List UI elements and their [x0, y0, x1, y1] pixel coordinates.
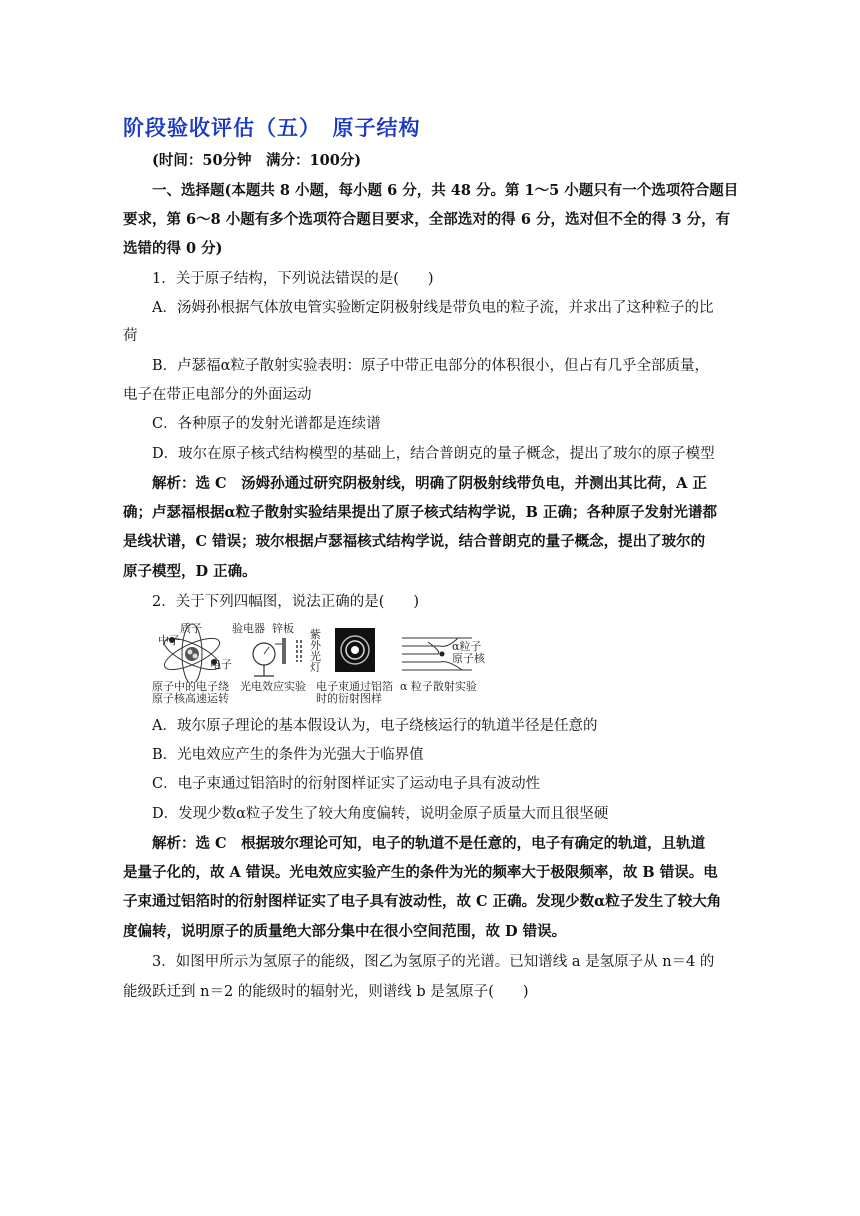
q1-solution-line-3: 是线状谱，C 错误；玻尔根据卢瑟福核式结构学说，结合普朗克的量子概念，提出了玻尔的: [123, 533, 706, 550]
q2-stem: 2．关于下列四幅图，说法正确的是( ): [152, 594, 420, 610]
q1-stem: 1．关于原子结构，下列说法错误的是( ): [152, 271, 434, 287]
label-nucleus: 原子核: [452, 652, 485, 665]
q2-figure: [152, 620, 492, 705]
label-uv-4: 灯: [310, 661, 321, 674]
label-alpha-particle: α粒子: [452, 640, 482, 653]
caption-photoelectric: 光电效应实验: [240, 680, 306, 693]
q1-option-b-cont: 电子在带正电部分的外面运动: [123, 387, 312, 403]
q2-solution-line-3: 子束通过铝箔时的衍射图样证实了电子具有波动性，故 C 正确。发现少数α粒子发生了较大角: [123, 893, 722, 910]
section-instructions-line-3: 选错的得 0 分): [123, 240, 223, 257]
caption-alpha-scattering: α 粒子散射实验: [400, 680, 477, 693]
q2-figure-illustrations: [152, 620, 492, 682]
label-electron: 电子: [210, 658, 232, 671]
q1-option-a-cont: 荷: [123, 328, 138, 344]
q1-option-d: D．玻尔在原子核式结构模型的基础上，结合普朗克的量子概念，提出了玻尔的原子模型: [152, 446, 715, 462]
q2-option-c: C．电子束通过铝箔时的衍射图样证实了运动电子具有波动性: [152, 776, 541, 792]
q2-option-d: D．发现少数α粒子发生了较大角度偏转，说明金原子质量大而且很坚硬: [152, 806, 609, 822]
q1-solution-line-4: 原子模型，D 正确。: [123, 563, 257, 580]
label-uv-3: 光: [310, 650, 321, 663]
q2-option-b: B．光电效应产生的条件为光强大于临界值: [152, 747, 424, 763]
q3-stem-line-2: 能级跃迁到 n＝2 的能级时的辐射光，则谱线 b 是氢原子( ): [123, 984, 529, 1000]
q1-option-c: C．各种原子的发射光谱都是连续谱: [152, 416, 381, 432]
label-electroscope: 验电器: [232, 622, 265, 635]
q3-stem-line-1: 3．如图甲所示为氢原子的能级，图乙为氢原子的光谱。已知谱线 a 是氢原子从 n＝4 的: [152, 954, 715, 970]
q1-option-a: A．汤姆孙根据气体放电管实验断定阴极射线是带负电的粒子流，并求出了这种粒子的比: [152, 300, 714, 316]
photoelectric-illustration: [253, 638, 301, 676]
q2-option-a: A．玻尔原子理论的基本假设认为，电子绕核运行的轨道半径是任意的: [152, 718, 598, 734]
caption-atom-1: 原子中的电子绕: [152, 680, 229, 693]
section-instructions-line-1: 一、选择题(本题共 8 小题，每小题 6 分，共 48 分。第 1～5 小题只有一个选项符合题目: [152, 182, 739, 199]
q2-solution-line-4: 度偏转，说明原子的质量绝大部分集中在很小空间范围，故 D 错误。: [123, 923, 567, 940]
label-uv-1: 紫: [310, 628, 321, 641]
label-proton: 质子: [180, 622, 202, 635]
caption-atom-2: 原子核高速运转: [152, 692, 229, 705]
label-uv-2: 外: [310, 639, 321, 652]
q1-solution-line-1: 解析：选 C 汤姆孙通过研究阴极射线，明确了阴极射线带负电，并测出其比荷，A 正: [152, 475, 707, 492]
diffraction-pattern: [335, 628, 375, 672]
section-instructions-line-2: 要求，第 6～8 小题有多个选项符合题目要求，全部选对的得 6 分，选对但不全的得 3 分，有: [123, 211, 731, 228]
caption-diffraction-1: 电子束通过铝箔: [316, 680, 393, 693]
label-zinc-plate: 锌板: [272, 622, 294, 635]
q1-option-b: B．卢瑟福α粒子散射实验表明：原子中带正电部分的体积很小，但占有几乎全部质量，: [152, 358, 709, 374]
caption-diffraction-2: 时的衍射图样: [316, 692, 382, 705]
q1-solution-line-2: 确；卢瑟福根据α粒子散射实验结果提出了原子核式结构学说，B 正确；各种原子发射光谱都: [123, 504, 717, 521]
page-title: 阶段验收评估（五） 原子结构: [123, 116, 421, 140]
exam-meta: (时间：50分钟 满分：100分): [152, 152, 362, 169]
q2-solution-line-1: 解析：选 C 根据玻尔理论可知，电子的轨道不是任意的，电子有确定的轨道，且轨道: [152, 835, 706, 852]
label-neutron: 中子: [158, 634, 180, 647]
q2-solution-line-2: 是量子化的，故 A 错误。光电效应实验产生的条件为光的频率大于极限频率，故 B 错误。电: [123, 864, 718, 881]
